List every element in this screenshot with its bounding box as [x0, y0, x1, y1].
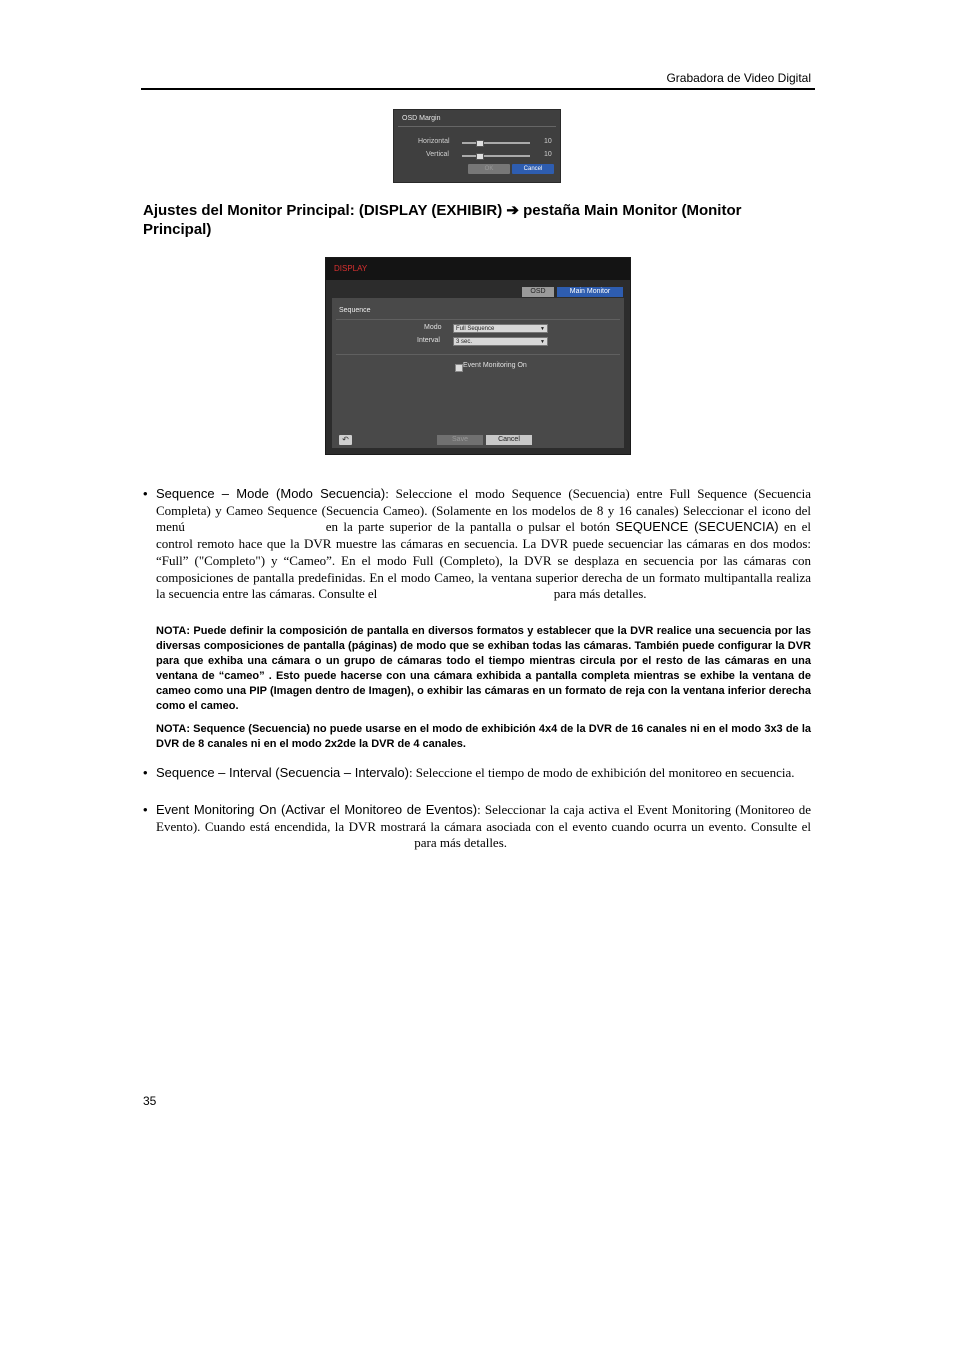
vertical-slider-handle[interactable] [476, 153, 484, 160]
bullet-dot: • [143, 486, 148, 501]
display-titlebar [326, 258, 630, 280]
bullet-text: : Seleccionar la caja activa el Event Monitoring (Monitoreo de Evento). Cuando está encendida, la DVR mostrará la cámara asociada con el evento cuando ocurra un evento. Consulte el [156, 802, 812, 834]
note-2: NOTA: Sequence (Secuencia) no puede usarse en el modo de exhibición 4x4 de la DVR de 16 canales ni en el modo 3x3 de la DVR de 8 canales ni en el modo 2x2de la DVR de 4 canales. [156, 723, 811, 750]
horizontal-label: Horizontal [418, 138, 450, 145]
interval-label: Interval [417, 337, 440, 344]
bullet-lead: Sequence – Mode (Modo Secuencia) [156, 486, 386, 501]
mode-select[interactable] [453, 324, 548, 333]
vertical-value: 10 [544, 151, 552, 158]
display-dialog [325, 257, 631, 455]
horizontal-value: 10 [544, 138, 552, 145]
page-number: 35 [143, 1094, 157, 1108]
osd-ok-button[interactable]: OK [468, 164, 510, 174]
mode-label: Modo [424, 324, 442, 331]
header-rule [141, 88, 815, 90]
bullet-text: en el control remoto hace que la DVR muestre las cámaras en secuencia. La DVR puede secuenciar las cámaras en dos modos: “Full” ("Completo") y “Cameo”. En el modo Full (Completo), la DVR se desplaza en secuencia por las cámaras con composiciones de pantalla predefinidas. En el modo Cameo, la ventana superior derecha de un formato multipantalla realiza la secuencia entre las cámaras. Consulte el [156, 519, 812, 602]
vertical-slider-track[interactable] [462, 155, 530, 157]
bullet-dot: • [143, 765, 148, 780]
osd-title-rule [398, 126, 556, 127]
tab-main-monitor[interactable]: Main Monitor [557, 287, 623, 297]
sequence-group-label: Sequence [339, 307, 371, 314]
bullet-text: para más detalles. [553, 586, 647, 602]
osd-cancel-button[interactable]: Cancel [512, 164, 554, 174]
interval-select-value: 3 sec. [456, 339, 473, 345]
bullet-sequence-interval [143, 765, 811, 782]
bullet-text: : Seleccione el tiempo de modo de exhibición del monitoreo en secuencia. [408, 765, 795, 780]
arrow-icon: ➔ [506, 202, 519, 219]
osd-margin-dialog [393, 109, 561, 183]
bullet-lead: Sequence – Interval (Secuencia – Intervalo) [156, 765, 409, 780]
osd-dialog-title: OSD Margin [402, 115, 441, 122]
bullet-lead: SEQUENCE (SECUENCIA) [615, 519, 779, 535]
bullet-event-monitoring [143, 802, 812, 852]
horizontal-slider-track[interactable] [462, 142, 530, 144]
section-heading [143, 201, 813, 239]
chevron-down-icon: ▼ [540, 339, 545, 345]
bullet-dot: • [143, 802, 148, 817]
event-monitoring-label: Event Monitoring On [463, 362, 527, 369]
main-monitor-panel [332, 298, 624, 448]
section-heading-part2: pestaña Main Monitor (Monitor Principal) [143, 202, 742, 238]
panel-rule [336, 354, 620, 355]
tab-osd[interactable]: OSD [522, 287, 554, 297]
bullet-lead: Event Monitoring On (Activar el Monitoreo de Eventos) [156, 802, 478, 817]
sequence-rule [336, 319, 620, 320]
bullet-text: para más detalles. [414, 835, 508, 851]
bullet-text: : Seleccione el modo Sequence (Secuencia) entre Full Sequence (Secuencia Completa) y Cameo Sequence (Secuencia Cameo). (Solamente en los modelos de 8 y 16 canales) Seleccionar el icono del menú [156, 486, 811, 535]
chevron-down-icon: ▼ [540, 326, 545, 332]
vertical-label: Vertical [426, 151, 449, 158]
event-monitoring-checkbox[interactable] [455, 364, 463, 372]
note-1: NOTA: Puede definir la composición de pantalla en diversos formatos y establecer que la DVR realice una secuencia por las diversas composiciones de pantalla (páginas) de modo que se exhiban todas las cámaras. También puede configurar la DVR para que exhiba una cámara o un grupo de cámaras todo el tiempo mientras circula por el resto de las cámaras en una ventana de “cameo” . Esto puede hacerse con una cámara exhibida a pantalla completa mientras se exhibe la ventana de cameo como una PIP (Imagen dentro de Imagen), o exhibir las cámaras en un formato de reja con la ventana inferior derecha como el cameo. [156, 625, 811, 712]
save-button[interactable]: Save [437, 435, 483, 445]
cancel-button[interactable]: Cancel [486, 435, 532, 445]
bullet-sequence-mode [143, 486, 812, 603]
interval-select[interactable] [453, 337, 548, 346]
back-icon[interactable]: ↶ [339, 435, 352, 445]
section-heading-part1: Ajustes del Monitor Principal: (DISPLAY (EXHIBIR) [143, 202, 503, 219]
running-header: Grabadora de Video Digital [666, 71, 811, 85]
bullet-text: en la parte superior de la pantalla o pulsar el botón [325, 519, 610, 535]
display-dialog-title: DISPLAY [334, 264, 368, 273]
mode-select-value: Full Sequence [456, 326, 495, 332]
horizontal-slider-handle[interactable] [476, 140, 484, 147]
